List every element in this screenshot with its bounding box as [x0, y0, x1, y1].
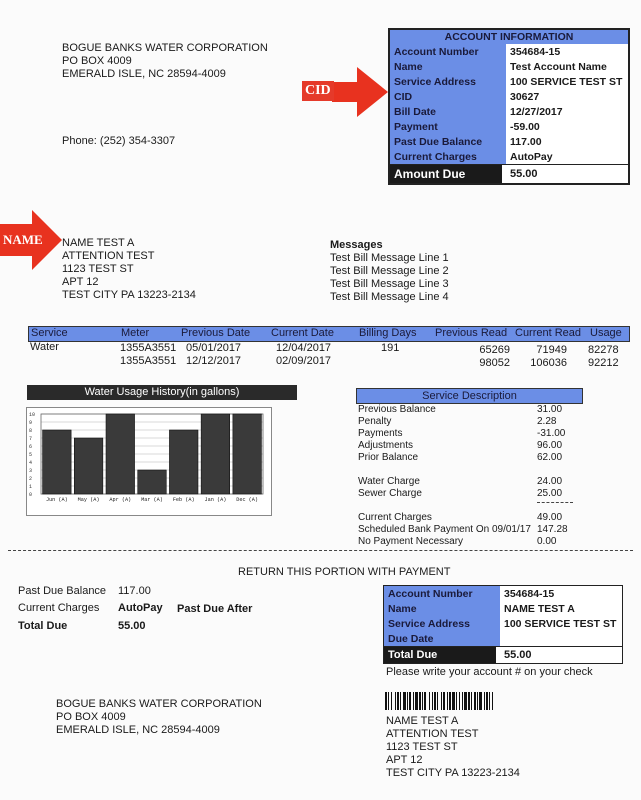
- company-po: PO BOX 4009: [62, 55, 132, 67]
- message-line: Test Bill Message Line 3: [330, 278, 449, 290]
- prev-read-col: [470, 344, 510, 370]
- cell: 92212: [588, 357, 619, 369]
- company-city: EMERALD ISLE, NC 28594-4009: [62, 68, 226, 80]
- col-header: Meter: [121, 327, 150, 339]
- account-info-table: [390, 44, 628, 164]
- y-tick-label: 7: [29, 436, 33, 442]
- message-line: Test Bill Message Line 1: [330, 252, 449, 264]
- cell: 1355A3551: [120, 355, 177, 367]
- bar: [169, 430, 198, 494]
- row-value: AutoPay: [506, 149, 628, 164]
- recipient-address: [62, 237, 196, 302]
- y-tick-label: 9: [29, 420, 33, 426]
- remit-title: RETURN THIS PORTION WITH PAYMENT: [238, 566, 451, 578]
- cell: 12/04/2017: [276, 342, 332, 354]
- address-line: NAME TEST A: [62, 237, 135, 249]
- company-city: EMERALD ISLE, NC 28594-4009: [56, 724, 220, 736]
- line-label: Water Charge: [358, 476, 420, 487]
- y-tick-label: 0: [29, 492, 33, 498]
- line-label: Current Charges: [358, 512, 432, 523]
- service-line: [358, 416, 578, 428]
- bar: [74, 438, 103, 494]
- bar: [43, 430, 72, 494]
- address-line: ATTENTION TEST: [386, 728, 479, 740]
- usage-col: [588, 344, 619, 370]
- line-value: 24.00: [537, 476, 563, 487]
- prev-date-col: [186, 342, 241, 368]
- cell: 65269: [479, 344, 510, 356]
- y-tick-label: 2: [29, 476, 33, 482]
- account-info-row: [390, 89, 628, 104]
- usage-chart-svg: [27, 408, 271, 515]
- amount-due-row: [390, 164, 628, 183]
- cell: 106036: [530, 357, 567, 369]
- y-tick-label: 6: [29, 444, 33, 450]
- remit-address: [386, 715, 520, 780]
- y-tick-label: 1: [29, 484, 33, 490]
- cid-callout: [302, 67, 390, 117]
- remit-past-due-after: Past Due After: [177, 603, 253, 615]
- account-info-row: [390, 44, 628, 59]
- address-line: APT 12: [62, 276, 99, 288]
- line-value: 96.00: [537, 440, 563, 451]
- remit-company-address: [56, 698, 262, 737]
- row-label: Payment: [390, 119, 506, 134]
- row-value: [500, 631, 622, 646]
- x-tick-label: May (A): [77, 497, 100, 503]
- col-header: Service: [31, 327, 68, 339]
- row-value: 100 SERVICE TEST ST: [500, 616, 622, 631]
- messages-title: Messages: [330, 239, 383, 251]
- line-value: 31.00: [537, 404, 563, 415]
- cur-read-col: [525, 344, 567, 370]
- service-line: [358, 512, 578, 524]
- cell: 98052: [479, 357, 510, 369]
- cell: 12/12/2017: [186, 355, 242, 367]
- cell: 71949: [536, 344, 567, 356]
- company-address: [62, 42, 268, 81]
- y-tick-label: 4: [29, 460, 33, 466]
- address-line: TEST CITY PA 13223-2134: [62, 289, 196, 301]
- col-header: Usage: [590, 327, 622, 339]
- bar: [201, 414, 230, 494]
- tear-line: [8, 550, 633, 551]
- remit-note: Please write your account # on your check: [386, 666, 593, 678]
- row-value: Test Account Name: [506, 59, 628, 74]
- company-phone: Phone: (252) 354-3307: [62, 135, 176, 147]
- x-tick-label: Jun (A): [45, 497, 68, 503]
- remit-total-row: [384, 646, 622, 663]
- y-tick-label: 10: [29, 412, 36, 418]
- bar: [138, 470, 167, 494]
- row-label: CID: [390, 89, 506, 104]
- cur-date-col: [276, 342, 331, 368]
- line-label: Prior Balance: [358, 452, 419, 463]
- remit-box-total-value: 55.00: [504, 649, 532, 661]
- row-label: Due Date: [384, 631, 500, 646]
- line-label: Scheduled Bank Payment On 09/01/17: [358, 524, 531, 535]
- row-value: 354684-15: [506, 44, 628, 59]
- line-value: 0.00: [537, 536, 557, 547]
- remit-box-table: [384, 586, 622, 646]
- row-value: 100 SERVICE TEST ST: [506, 74, 628, 89]
- service-line: [358, 440, 578, 452]
- history-title: Water Usage History(in gallons): [27, 385, 297, 400]
- cell: 02/09/2017: [276, 355, 332, 367]
- line-label: Payments: [358, 428, 403, 439]
- address-line: TEST CITY PA 13223-2134: [386, 767, 520, 779]
- y-tick-label: 5: [29, 452, 33, 458]
- address-line: 1123 TEST ST: [62, 263, 134, 275]
- row-label: Past Due Balance: [390, 134, 506, 149]
- x-tick-label: Dec (A): [236, 497, 259, 503]
- account-info-row: [390, 149, 628, 164]
- row-label: Current Charges: [390, 149, 506, 164]
- account-info-header: ACCOUNT INFORMATION: [390, 30, 628, 44]
- line-value: -31.00: [537, 428, 566, 439]
- remit-past-due-label: Past Due Balance: [18, 585, 107, 597]
- service-name: Water: [30, 341, 59, 353]
- col-header: Current Read: [515, 327, 582, 339]
- remit-total-label: Total Due: [18, 620, 68, 632]
- account-info-row: [390, 74, 628, 89]
- x-tick-label: Apr (A): [109, 497, 132, 503]
- row-value: 117.00: [506, 134, 628, 149]
- line-label: Penalty: [358, 416, 392, 427]
- row-value: 12/27/2017: [506, 104, 628, 119]
- messages-block: [330, 239, 449, 304]
- cell: 82278: [588, 344, 619, 356]
- usage-chart: [26, 407, 272, 516]
- name-callout-label: NAME: [3, 232, 43, 247]
- account-info-row: [390, 59, 628, 74]
- line-label: Previous Balance: [358, 404, 436, 415]
- name-callout: [0, 210, 64, 270]
- address-line: 1123 TEST ST: [386, 741, 458, 753]
- company-name: BOGUE BANKS WATER CORPORATION: [62, 42, 268, 54]
- remit-total-value: 55.00: [118, 620, 146, 632]
- line-value: 25.00: [537, 488, 563, 499]
- billing-days: 191: [381, 342, 400, 354]
- row-label: Service Address: [384, 616, 500, 631]
- y-tick-label: 3: [29, 468, 33, 474]
- service-line: [358, 404, 578, 416]
- col-header: Previous Read: [435, 327, 508, 339]
- row-label: Name: [384, 601, 500, 616]
- x-tick-label: Mar (A): [141, 497, 163, 503]
- row-label: Account Number: [384, 586, 500, 601]
- service-line: [358, 476, 578, 488]
- service-line: [358, 524, 578, 536]
- remit-current-label: Current Charges: [18, 602, 100, 614]
- line-label: Sewer Charge: [358, 488, 422, 499]
- col-header: Current Date: [271, 327, 334, 339]
- address-line: ATTENTION TEST: [62, 250, 155, 262]
- account-info-box: [388, 28, 630, 185]
- row-label: Service Address: [390, 74, 506, 89]
- amount-due-label: Amount Due: [390, 165, 502, 183]
- row-label: Account Number: [390, 44, 506, 59]
- amount-due-value: 55.00: [510, 168, 538, 180]
- account-info-row: [390, 104, 628, 119]
- line-value: 147.28: [537, 524, 568, 535]
- line-value: 62.00: [537, 452, 563, 463]
- service-line: [358, 428, 578, 440]
- subtotal-divider: [358, 500, 578, 512]
- bar: [106, 414, 135, 494]
- account-info-row: [390, 119, 628, 134]
- cell: 1355A3551: [120, 342, 177, 354]
- bar: [233, 414, 262, 494]
- service-line: [358, 488, 578, 500]
- row-value: 30627: [506, 89, 628, 104]
- address-line: NAME TEST A: [386, 715, 459, 727]
- x-tick-label: Jan (A): [204, 497, 227, 503]
- cell: 05/01/2017: [186, 342, 242, 354]
- row-value: -59.00: [506, 119, 628, 134]
- meter-col: [120, 342, 176, 368]
- message-line: Test Bill Message Line 4: [330, 291, 449, 303]
- service-desc-list: [358, 404, 578, 548]
- remit-box-total-label: Total Due: [384, 647, 496, 663]
- line-label: Adjustments: [358, 440, 414, 451]
- account-info-row: [390, 134, 628, 149]
- row-label: Bill Date: [390, 104, 506, 119]
- line-label: No Payment Necessary: [358, 536, 464, 547]
- y-tick-label: 8: [29, 428, 33, 434]
- row-value: 354684-15: [500, 586, 622, 601]
- service-line: [358, 536, 578, 548]
- col-header: Previous Date: [181, 327, 251, 339]
- line-value: 2.28: [537, 416, 557, 427]
- remit-current-value: AutoPay: [118, 602, 163, 614]
- service-desc-title: Service Description: [356, 388, 583, 404]
- service-line: [358, 452, 578, 464]
- row-value: NAME TEST A: [500, 601, 622, 616]
- company-po: PO BOX 4009: [56, 711, 126, 723]
- line-value: 49.00: [537, 512, 563, 523]
- remit-past-due-value: 117.00: [118, 585, 151, 597]
- barcode-icon: [385, 692, 565, 710]
- col-header: Billing Days: [359, 327, 417, 339]
- usage-table-header: [28, 326, 630, 342]
- cid-callout-label: CID: [302, 81, 334, 101]
- x-tick-label: Feb (A): [172, 497, 195, 503]
- address-line: APT 12: [386, 754, 423, 766]
- message-line: Test Bill Message Line 2: [330, 265, 449, 277]
- company-name: BOGUE BANKS WATER CORPORATION: [56, 698, 262, 710]
- row-label: Name: [390, 59, 506, 74]
- remit-box: [383, 585, 623, 664]
